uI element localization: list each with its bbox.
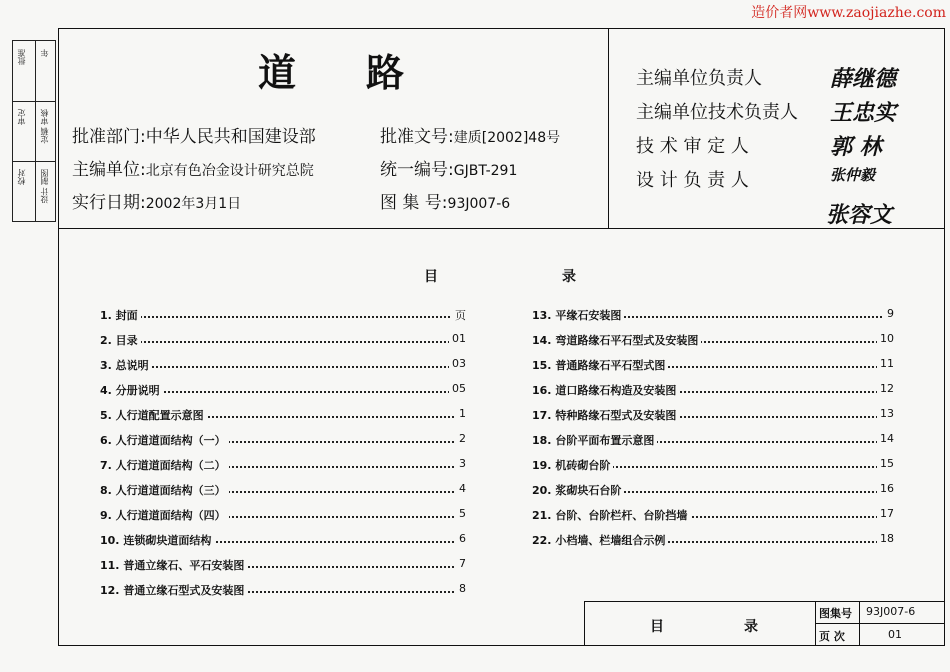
title-block-page-label: 页 次 — [819, 630, 845, 643]
responsible-role: 技 术 审 定 人 — [636, 136, 749, 157]
toc-entry-page: 1 — [456, 407, 466, 420]
toc-entry-page: 12 — [877, 382, 894, 395]
toc-entry-label: 4. 分册说明 — [100, 382, 163, 398]
toc-entry[interactable] — [100, 582, 466, 598]
title-block-atlas-label: 图集号 — [819, 607, 852, 620]
toc-heading-char-2: 录 — [562, 269, 576, 285]
side-cell: 设计 制图 — [40, 169, 49, 204]
toc-entry-label: 11. 普通立缘石、平石安装图 — [100, 557, 247, 573]
toc-entry[interactable] — [532, 332, 894, 348]
toc-entry-page: 13 — [877, 407, 894, 420]
toc-entry-page: 3 — [456, 457, 466, 470]
toc-entry[interactable] — [532, 357, 894, 373]
approval-doc — [380, 122, 560, 147]
unified-code — [380, 155, 517, 180]
toc-entry-label: 17. 特种路缘石型式及安装图 — [532, 407, 679, 423]
title-block-name-2: 录 — [744, 619, 758, 635]
atlas-number — [380, 188, 510, 213]
toc-entry-page: 03 — [449, 357, 466, 370]
toc-entry-label: 5. 人行道配置示意图 — [100, 407, 207, 423]
approval-doc-label: 批准文号: — [380, 127, 454, 147]
toc-entry-page: 10 — [877, 332, 894, 345]
editor-unit — [72, 155, 314, 180]
toc-entry[interactable] — [100, 432, 466, 448]
toc-entry-label: 14. 弯道路缘石平石型式及安装图 — [532, 332, 701, 348]
toc-entry-label: 15. 普通路缘石平石型式图 — [532, 357, 668, 373]
side-cell: 年 — [40, 49, 49, 57]
approval-doc-value: 建质[2002]48号 — [453, 130, 561, 146]
toc-entry[interactable] — [100, 307, 466, 323]
unified-code-label: 统一编号: — [380, 160, 454, 180]
toc-entry-page: 05 — [449, 382, 466, 395]
side-cell: 校对 — [17, 169, 26, 185]
atlas-number-value: 93J007-6 — [447, 196, 511, 212]
toc-entry-page: 16 — [877, 482, 894, 495]
title-char-2: 路 — [366, 51, 407, 95]
editor-unit-label: 主编单位: — [72, 160, 146, 180]
signature: 郭 林 — [830, 134, 882, 160]
side-cell: 审定 — [17, 109, 26, 125]
toc-entry[interactable] — [532, 507, 894, 523]
title-char-1: 道 — [258, 51, 299, 95]
toc-entry-page: 17 — [877, 507, 894, 520]
toc-entry-label: 7. 人行道道面结构（二） — [100, 457, 229, 473]
toc-entry-page: 15 — [877, 457, 894, 470]
toc-entry[interactable] — [100, 357, 466, 373]
editor-unit-value: 北京有色冶金设计研究总院 — [145, 163, 314, 179]
toc-entry-label: 8. 人行道道面结构（三） — [100, 482, 229, 498]
side-approval-table — [12, 40, 56, 222]
toc-entry[interactable] — [100, 557, 466, 573]
toc-entry-label: 2. 目录 — [100, 332, 141, 348]
toc-entry-label: 1. 封面 — [100, 307, 141, 323]
toc-entry-page: 9 — [884, 307, 894, 320]
title-block-atlas-value: 93J007-6 — [866, 605, 916, 618]
toc-entry-page: 14 — [877, 432, 894, 445]
toc-entry-page: 8 — [456, 582, 466, 595]
toc-entry[interactable] — [532, 432, 894, 448]
approval-dept — [72, 122, 316, 147]
signature: 张容文 — [826, 202, 893, 228]
toc-entry[interactable] — [532, 457, 894, 473]
unified-code-value: GJBT-291 — [453, 163, 518, 179]
toc-entry[interactable] — [100, 532, 466, 548]
toc-entry-page: 01 — [449, 332, 466, 345]
header-divider — [58, 228, 945, 229]
approval-dept-value: 中华人民共和国建设部 — [145, 127, 316, 147]
toc-entry[interactable] — [532, 382, 894, 398]
toc-entry-page: 页 — [452, 307, 466, 323]
effective-date — [72, 188, 241, 213]
effective-date-value: 2002年3月1日 — [145, 196, 242, 212]
toc-entry[interactable] — [532, 407, 894, 423]
toc-entry-label: 10. 连锁砌块道面结构 — [100, 532, 214, 548]
toc-entry-label: 12. 普通立缘石型式及安装图 — [100, 582, 247, 598]
atlas-number-label: 图 集 号: — [380, 193, 448, 213]
toc-entry-label: 20. 浆砌块石台阶 — [532, 482, 624, 498]
header-column-divider — [608, 28, 609, 228]
toc-heading-char-1: 目 — [424, 269, 438, 285]
toc-entry-label: 21. 台阶、台阶栏杆、台阶挡墙 — [532, 507, 690, 523]
toc-entry[interactable] — [100, 482, 466, 498]
title-block-name-1: 目 — [650, 619, 664, 635]
signature: 张仲毅 — [830, 166, 876, 184]
responsible-role: 设 计 负 责 人 — [636, 170, 749, 191]
toc-entry-page: 7 — [456, 557, 466, 570]
toc-entry-label: 18. 台阶平面布置示意图 — [532, 432, 657, 448]
title-block-page-value: 01 — [888, 628, 902, 641]
side-cell: 批准 — [17, 49, 26, 65]
watermark: 造价者网www.zaojiazhe.com — [751, 5, 946, 21]
signature: 薛继德 — [830, 66, 897, 92]
toc-entry[interactable] — [100, 507, 466, 523]
effective-date-label: 实行日期: — [72, 193, 146, 213]
toc-entry-label: 6. 人行道道面结构（一） — [100, 432, 229, 448]
toc-entry[interactable] — [100, 407, 466, 423]
toc-entry[interactable] — [532, 482, 894, 498]
toc-entry[interactable] — [100, 382, 466, 398]
toc-entry-label: 16. 道口路缘石构造及安装图 — [532, 382, 679, 398]
toc-entry-page: 4 — [456, 482, 466, 495]
toc-entry-label: 19. 机砖砌台阶 — [532, 457, 613, 473]
responsible-role: 主编单位技术负责人 — [636, 102, 798, 123]
toc-entry[interactable] — [100, 332, 466, 348]
responsible-role: 主编单位负责人 — [636, 68, 762, 89]
toc-entry[interactable] — [532, 532, 894, 548]
toc-entry-label: 22. 小档墙、栏墙组合示例 — [532, 532, 668, 548]
toc-entry-label: 13. 平缘石安装图 — [532, 307, 624, 323]
toc-entry-page: 2 — [456, 432, 466, 445]
toc-entry-page: 6 — [456, 532, 466, 545]
toc-entry[interactable] — [532, 307, 894, 323]
approval-dept-label: 批准部门: — [72, 127, 146, 147]
side-cell: 定稿 审核 — [40, 109, 49, 144]
toc-entry-label: 9. 人行道道面结构（四） — [100, 507, 229, 523]
signature: 王忠实 — [830, 100, 897, 126]
toc-entry-page: 18 — [877, 532, 894, 545]
toc-entry-page: 11 — [877, 357, 894, 370]
toc-entry-label: 3. 总说明 — [100, 357, 152, 373]
toc-entry-page: 5 — [456, 507, 466, 520]
toc-entry[interactable] — [100, 457, 466, 473]
